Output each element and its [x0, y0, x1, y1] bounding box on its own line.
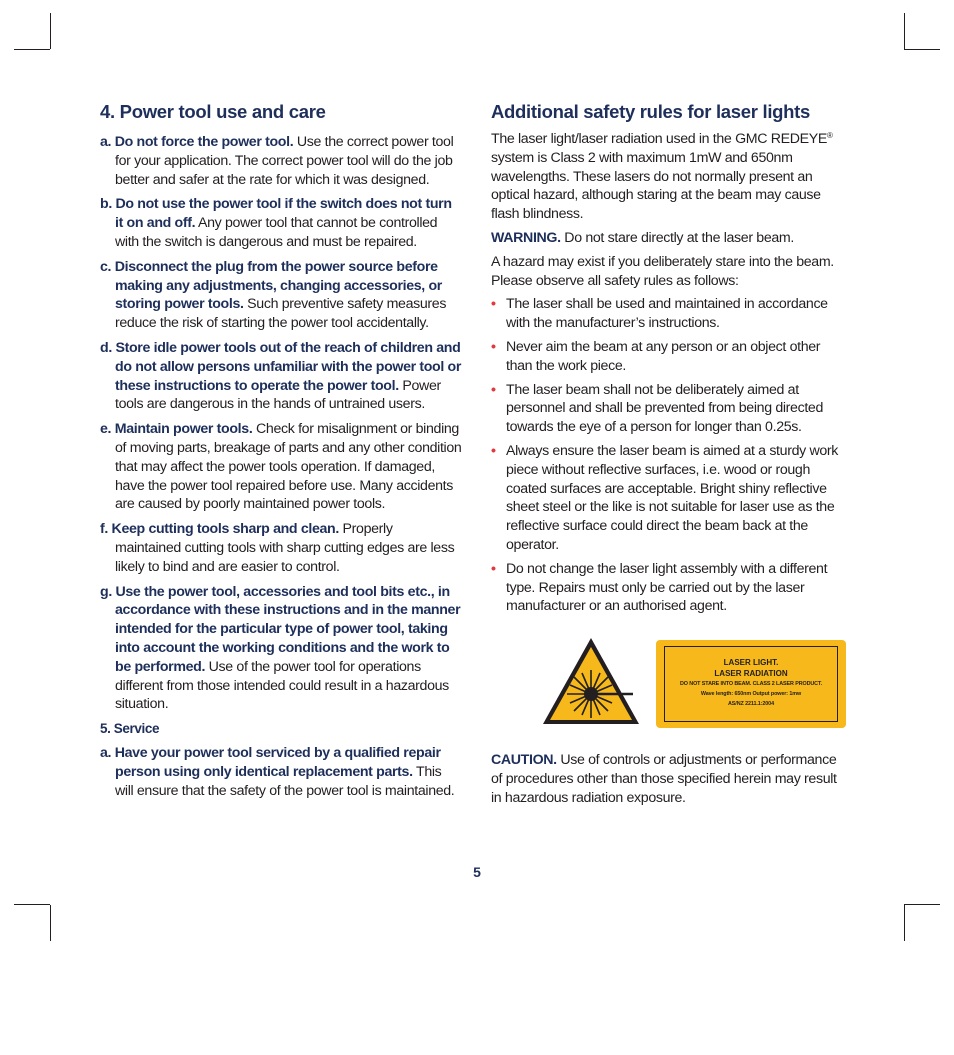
warning-paragraph: WARNING. Do not stare directly at the laser beam. [491, 229, 794, 246]
page-number: 5 [473, 864, 481, 880]
list-item: • Always ensure the laser beam is aimed at a sturdy work piece without reflective surfaces, i.e. wood or rough coated surfaces are acceptable. Bright shiny reflective sheet steel or the like is not suitable for laser use as the reflective surface could direct the beam back at the operator. [491, 442, 838, 553]
list-item: • The laser shall be used and maintained in accordance with the manufacturer’s instructions. [491, 296, 828, 332]
label-line: AS/NZ 2211.1:2004 [728, 701, 774, 708]
crop-mark [904, 13, 905, 49]
bullet-icon: • [491, 560, 496, 577]
crop-mark [904, 49, 940, 50]
laser-warning-signs [491, 621, 846, 751]
intro-paragraph: The laser light/laser radiation used in the GMC REDEYE® system is Class 2 with maximum 1mW and 650nm wavelengths. These lasers do not normally present an optical hazard, although staring at the beam may cause flash blindness. [491, 131, 833, 223]
left-column [100, 100, 462, 806]
bullet-icon: • [491, 338, 496, 355]
rule-item: b. Do not use the power tool if the switch does not turn it on and off. Any power tool that cannot be controlled with the switch is dangerous and must be repaired. [100, 196, 452, 250]
crop-mark [50, 13, 51, 49]
crop-mark [904, 904, 940, 905]
rule-item: d. Store idle power tools out of the reach of children and do not allow persons unfamiliar with the power tool or these instructions to operate the power tool. Power tools are dangerous in the hands of untrained users. [100, 339, 462, 413]
crop-mark [14, 904, 50, 905]
caution-paragraph: CAUTION. Use of controls or adjustments or performance of procedures other than those specified herein may result in hazardous radiation exposure. [491, 752, 837, 806]
rule-item: a. Have your power tool serviced by a qualified repair person using only identical replacement parts. This will ensure that the safety of the power tool is maintained. [100, 744, 455, 799]
subheading-service: 5. Service [100, 721, 160, 737]
rule-item: a. Do not force the power tool. Use the correct power tool for your application. The correct power tool will do the job better and safer at the rate for which it was designed. [100, 134, 454, 188]
bullet-icon: • [491, 442, 496, 459]
rule-item: f. Keep cutting tools sharp and clean. Properly maintained cutting tools with sharp cutting edges are less likely to bind and are easier to control. [100, 521, 455, 575]
bullet-icon: • [491, 296, 496, 313]
label-line: LASER LIGHT. [723, 658, 779, 668]
laser-hazard-icon [541, 636, 641, 726]
label-line: Wave length: 650nm Output power: 1mw [700, 691, 802, 698]
label-line: LASER RADIATION [714, 669, 788, 679]
crop-mark [904, 905, 905, 941]
hazard-paragraph: A hazard may exist if you deliberately stare into the beam. Please observe all safety rules as follows: [491, 253, 834, 289]
section-heading-power-tool-use: 4. Power tool use and care [100, 101, 326, 122]
rule-item: e. Maintain power tools. Check for misalignment or binding of moving parts, breakage of parts and any other condition that may affect the power tools operation. If damaged, have the power tool repaired before use. Many accidents are caused by poorly maintained power tools. [100, 421, 462, 513]
bullet-icon: • [491, 381, 496, 398]
list-item: • The laser beam shall not be deliberately aimed at personnel and shall be prevented from being directed towards the eye of a person for longer than 0.25s. [491, 381, 824, 436]
list-item: • Never aim the beam at any person or an object other than the work piece. [491, 338, 821, 374]
laser-label-border [664, 646, 838, 722]
right-column [491, 100, 846, 813]
laser-rules-list [491, 295, 846, 616]
crop-mark [50, 905, 51, 941]
section-heading-laser-safety: Additional safety rules for laser lights [491, 101, 811, 122]
label-line: DO NOT STARE INTO BEAM. CLASS 2 LASER PRODUCT. [680, 681, 822, 688]
rule-item: g. Use the power tool, accessories and tool bits etc., in accordance with these instructions and in the manner intended for the particular type of power tool, taking into account the working conditions and the work to be performed. Use of the power tool for operations different from those intended could result in a hazardous situation. [100, 583, 461, 713]
list-item: • Do not change the laser light assembly with a different type. Repairs must only be carried out by the laser manufacturer or an authorised agent. [491, 560, 828, 615]
crop-mark [14, 49, 50, 50]
registered-mark: ® [826, 131, 833, 140]
rule-item: c. Disconnect the plug from the power source before making any adjustments, changing accessories, or storing power tools. Such preventive safety measures reduce the risk of starting the power tool accidentally. [100, 258, 447, 332]
laser-label-sign [656, 640, 846, 728]
